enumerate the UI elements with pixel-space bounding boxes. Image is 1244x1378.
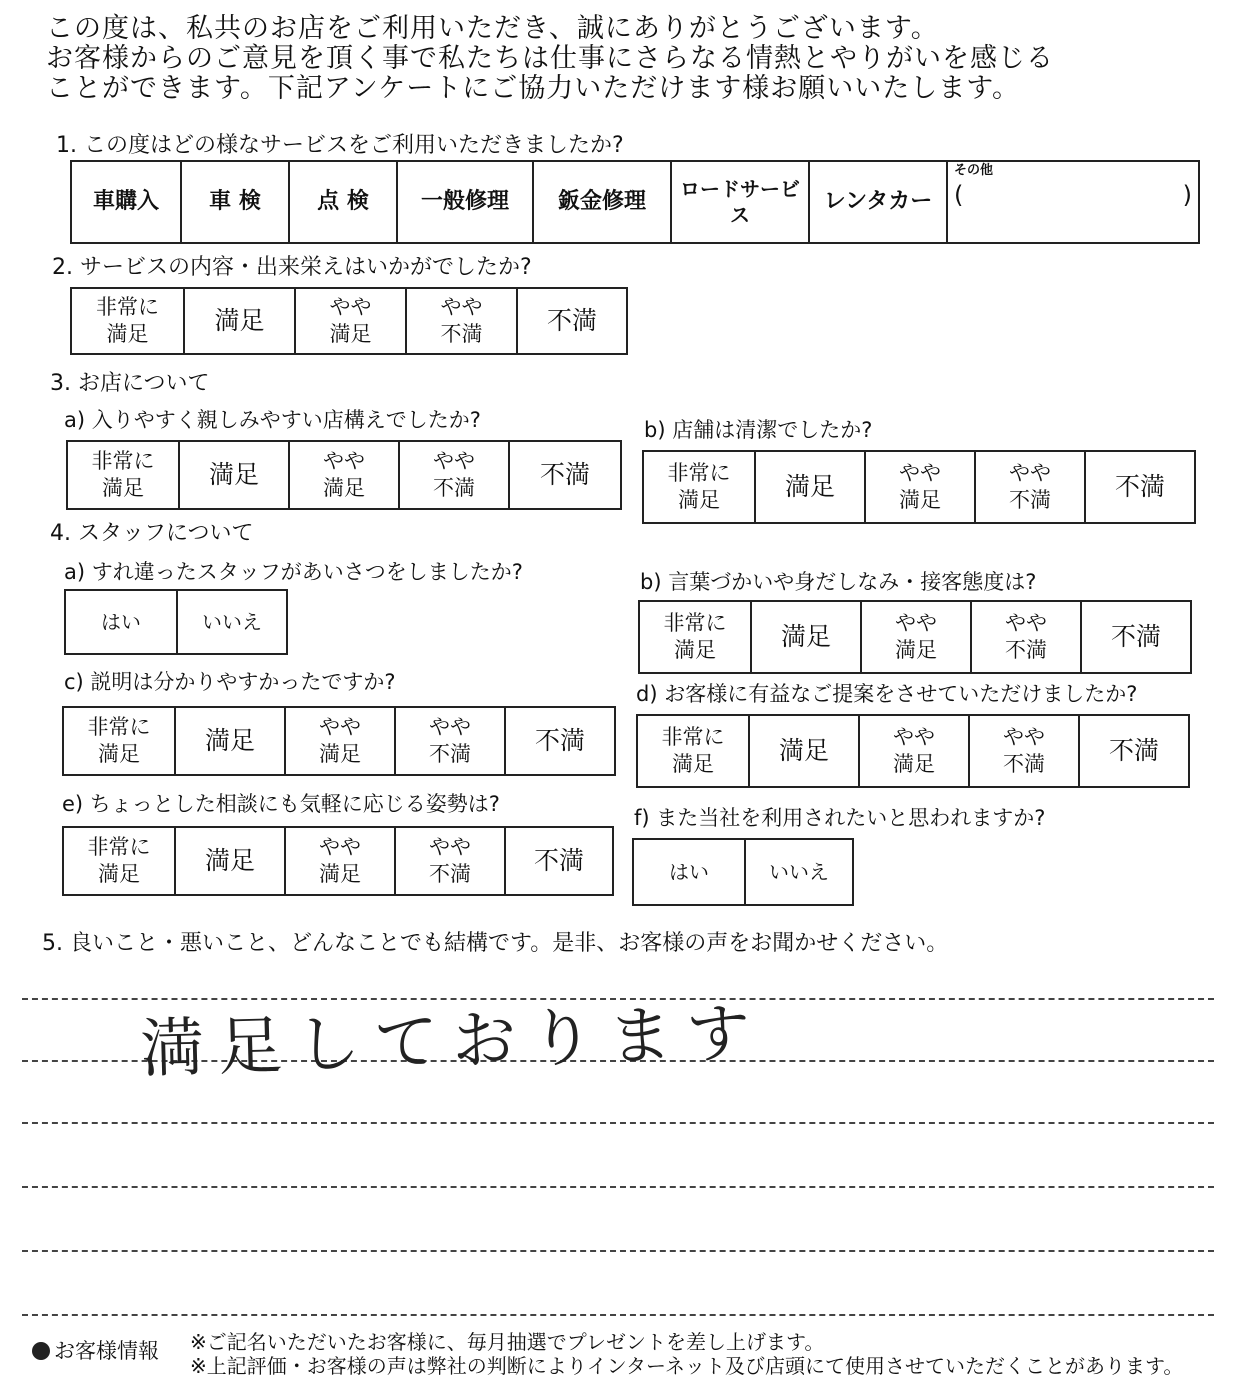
service-option-sheet-metal-repair[interactable]: 鈑金修理	[532, 162, 670, 242]
rating-very-satisfied[interactable]: 非常に 満足	[663, 611, 727, 662]
intro-line-1: この度は、私共のお店をご利用いただき、誠にありがとうございます。	[46, 13, 939, 44]
question-4a-label: a) すれ違ったスタッフがあいさつをしましたか?	[64, 560, 523, 584]
rating-dissatisfied[interactable]: 不満	[504, 828, 612, 894]
service-option-general-repair[interactable]: 一般修理	[396, 162, 532, 242]
question-4d-label: d) お客様に有益なご提案をさせていただけましたか?	[636, 682, 1138, 706]
rating-dissatisfied[interactable]: 不満	[1078, 716, 1188, 786]
footer-notes	[190, 1330, 1183, 1378]
rating-very-satisfied[interactable]: 非常に 満足	[91, 449, 155, 500]
close-paren: )	[1182, 181, 1192, 209]
rating-somewhat-dissatisfied[interactable]: やや 不満	[968, 716, 1078, 786]
rating-somewhat-satisfied[interactable]: やや 満足	[860, 602, 970, 672]
rating-somewhat-satisfied[interactable]: やや 満足	[284, 708, 394, 774]
rating-satisfied[interactable]: 満足	[183, 289, 294, 353]
rating-somewhat-dissatisfied[interactable]: やや 不満	[970, 602, 1080, 672]
rating-very-satisfied[interactable]: 非常に 満足	[661, 725, 725, 776]
rating-somewhat-dissatisfied[interactable]: やや 不満	[394, 708, 504, 774]
question-4c-rating	[62, 706, 616, 776]
footer-note-1: ※ご記名いただいたお客様に、毎月抽選でプレゼントを差し上げます。	[190, 1330, 825, 1354]
question-3b-rating	[642, 450, 1196, 524]
answer-yes[interactable]: はい	[101, 610, 141, 634]
rating-somewhat-dissatisfied[interactable]: やや 不満	[405, 289, 516, 353]
rating-dissatisfied[interactable]: 不満	[508, 442, 620, 508]
question-4-label: 4. スタッフについて	[50, 521, 254, 546]
customer-info-heading: お客様情報	[32, 1335, 159, 1365]
service-option-checkup[interactable]: 点 検	[288, 162, 396, 242]
rating-dissatisfied[interactable]: 不満	[504, 708, 614, 774]
rating-very-satisfied[interactable]: 非常に 満足	[87, 835, 151, 886]
rating-somewhat-satisfied[interactable]: やや 満足	[284, 828, 394, 894]
intro-line-2: お客様からのご意見を頂く事で私たちは仕事にさらなる情熱とやりがいを感じる	[46, 43, 1054, 74]
rating-somewhat-satisfied[interactable]: やや 満足	[858, 716, 968, 786]
question-2-label: 2. サービスの内容・出来栄えはいかがでしたか?	[52, 255, 532, 280]
answer-line-5	[22, 1250, 1214, 1252]
question-2-rating	[70, 287, 628, 355]
question-1-label: 1. この度はどの様なサービスをご利用いただきましたか?	[56, 133, 624, 158]
question-4e-rating	[62, 826, 614, 896]
service-option-inspection[interactable]: 車 検	[180, 162, 288, 242]
rating-satisfied[interactable]: 満足	[178, 442, 288, 508]
question-4b-rating	[638, 600, 1192, 674]
answer-line-3	[22, 1122, 1214, 1124]
question-3a-rating	[66, 440, 622, 510]
rating-dissatisfied[interactable]: 不満	[516, 289, 626, 353]
question-4f-label: f) また当社を利用されたいと思われますか?	[634, 806, 1046, 830]
question-4e-label: e) ちょっとした相談にも気軽に応じる姿勢は?	[62, 792, 500, 816]
rating-somewhat-dissatisfied[interactable]: やや 不満	[398, 442, 508, 508]
handwritten-answer: 満足しております	[139, 996, 766, 1088]
rating-satisfied[interactable]: 満足	[748, 716, 858, 786]
service-option-other[interactable]	[946, 162, 1198, 242]
answer-line-4	[22, 1186, 1214, 1188]
answer-yes[interactable]: はい	[669, 860, 709, 884]
question-4d-rating	[636, 714, 1190, 788]
question-5-label: 5. 良いこと・悪いこと、どんなことでも結構です。是非、お客様の声をお聞かせください。	[42, 931, 949, 956]
service-options	[70, 160, 1200, 244]
answer-no[interactable]: いいえ	[176, 591, 286, 653]
rating-satisfied[interactable]: 満足	[754, 452, 864, 522]
rating-somewhat-satisfied[interactable]: やや 満足	[864, 452, 974, 522]
rating-dissatisfied[interactable]: 不満	[1084, 452, 1194, 522]
rating-somewhat-dissatisfied[interactable]: やや 不満	[394, 828, 504, 894]
rating-somewhat-satisfied[interactable]: やや 満足	[294, 289, 405, 353]
question-3b-label: b) 店舗は清潔でしたか?	[644, 418, 873, 442]
footer-note-2: ※上記評価・お客様の声は弊社の判断によりインターネット及び店頭にて使用させていただくことがあります。	[190, 1354, 1184, 1378]
question-3a-label: a) 入りやすく親しみやすい店構えでしたか?	[64, 408, 481, 432]
rating-dissatisfied[interactable]: 不満	[1080, 602, 1190, 672]
rating-very-satisfied[interactable]: 非常に 満足	[96, 295, 159, 346]
service-option-road-service[interactable]: ロードサービス	[670, 162, 808, 242]
rating-somewhat-satisfied[interactable]: やや 満足	[288, 442, 398, 508]
question-3-label: 3. お店について	[50, 371, 210, 396]
open-paren: (	[954, 181, 964, 209]
question-4c-label: c) 説明は分かりやすかったですか?	[64, 670, 396, 694]
question-4a-yesno	[64, 589, 288, 655]
question-4f-yesno	[632, 838, 854, 906]
answer-line-6	[22, 1314, 1214, 1316]
rating-satisfied[interactable]: 満足	[174, 708, 284, 774]
other-input-field[interactable]	[954, 182, 1192, 208]
rating-somewhat-dissatisfied[interactable]: やや 不満	[974, 452, 1084, 522]
service-option-car-purchase[interactable]: 車購入	[92, 189, 159, 214]
rating-satisfied[interactable]: 満足	[174, 828, 284, 894]
other-label: その他	[954, 163, 994, 178]
intro-line-3: ことができます。下記アンケートにご協力いただけます様お願いいたします。	[46, 73, 1021, 104]
answer-no[interactable]: いいえ	[744, 840, 852, 904]
bullet-icon	[32, 1342, 50, 1360]
rating-satisfied[interactable]: 満足	[750, 602, 860, 672]
intro-text	[46, 14, 1236, 104]
rating-very-satisfied[interactable]: 非常に 満足	[667, 461, 731, 512]
service-option-rental-car[interactable]: レンタカー	[808, 162, 946, 242]
question-4b-label: b) 言葉づかいや身だしなみ・接客態度は?	[640, 570, 1037, 594]
rating-very-satisfied[interactable]: 非常に 満足	[87, 715, 151, 766]
